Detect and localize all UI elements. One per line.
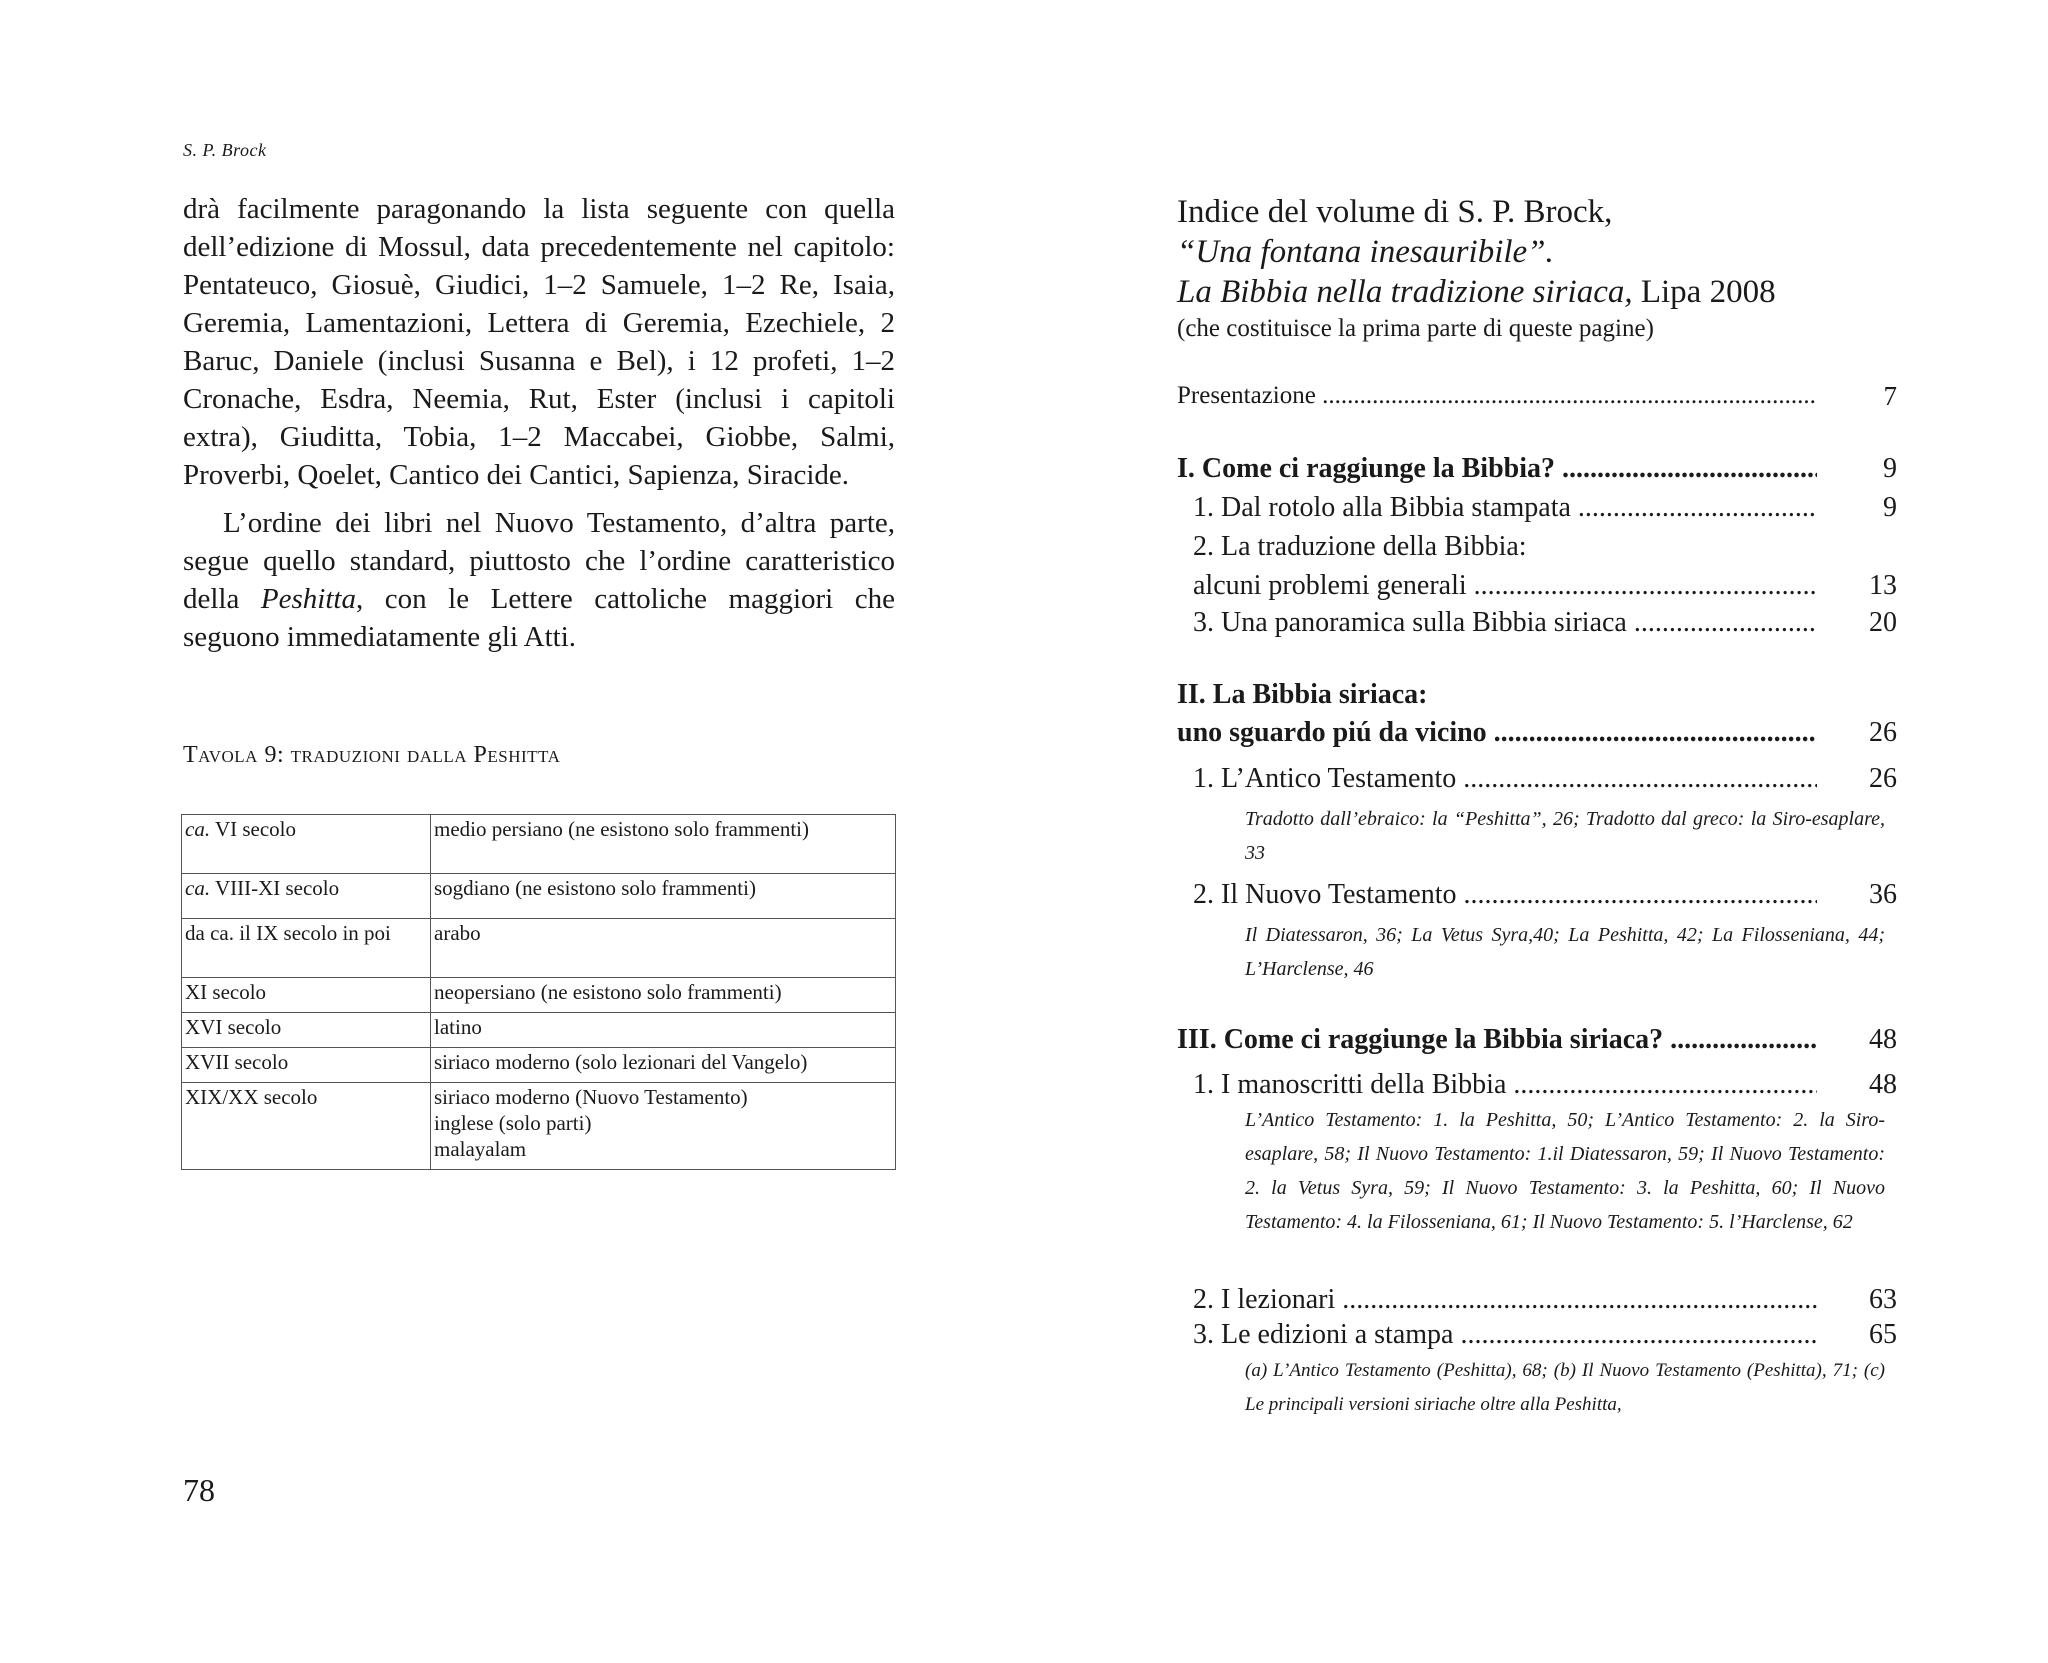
toc-entry-label: II. La Bibbia siriaca: [1177, 679, 1428, 710]
body-text [183, 190, 895, 666]
title-line-3 [1177, 272, 1877, 312]
toc-entry [1177, 876, 1897, 914]
period-prefix: ca. [185, 817, 211, 841]
toc-entry-label: 1. I manoscritti della Bibbia ..... [1193, 1066, 1817, 1104]
language-text: neopersiano (ne esistono solo frammenti) [434, 980, 782, 1004]
toc-entry-label: 1. L’Antico Testamento ..... [1193, 760, 1817, 798]
toc-entry [1177, 528, 1897, 566]
period-text: XVII secolo [185, 1050, 289, 1074]
period-text: VI secolo [210, 817, 297, 841]
paragraph-2 [183, 504, 895, 656]
toc-entry [1177, 489, 1897, 527]
language-text: latino [434, 1015, 482, 1039]
title-line-3-rest: Lipa 2008 [1632, 274, 1776, 310]
toc-entry [1177, 1021, 1897, 1059]
period-prefix: ca. [185, 876, 211, 900]
toc-entry [1177, 1281, 1897, 1319]
toc-entry [1177, 1066, 1897, 1104]
language-cell [431, 1048, 896, 1083]
toc-entry-page: 13 [1869, 570, 1897, 601]
period-cell [182, 919, 431, 978]
period-text: XIX/XX secolo [185, 1085, 318, 1109]
toc-entry-page: 48 [1869, 1024, 1897, 1055]
period-cell [182, 815, 431, 874]
running-head: S. P. Brock [183, 140, 267, 160]
toc-entry-page: 9 [1883, 453, 1897, 484]
paragraph-1: drà facilmente paragonando la lista seguente con quella dell’edizione di Mossul, data precedentemente nel capitolo: Pentateuco, Giosuè, Giudici, 1–2 Samuele, 1–2 Re, Isaia, Geremia, Lamentazioni, Lettera di Geremia, Ezechiele, 2 Baruc, Daniele (inclusi Susanna e Bel), i 12 profeti, 1–2 Cronache, Esdra, Neemia, Rut, Ester (inclusi i capitoli extra), Giuditta, Tobia, 1–2 Maccabei, Giobbe, Salmi, Proverbi, Qoelet, Cantico dei Cantici, Sapienza, Siracide. [183, 193, 895, 491]
toc-subdetail: (a) L’Antico Testamento (Peshitta), 68; (b) Il Nuovo Testamento (Peshitta), 71; (c) Le principali versioni siriache oltre alla Peshitta, [1245, 1360, 1885, 1415]
period-cell [182, 874, 431, 919]
language-text: inglese (solo parti) [434, 1111, 592, 1135]
language-cell [431, 1013, 896, 1048]
page-number: 78 [183, 1472, 215, 1508]
language-cell [431, 874, 896, 919]
paragraph-2-end: , con le Lettere cattoliche maggiori che seguono immediatamente gli Atti. [183, 583, 896, 653]
language-text: malayalam [434, 1137, 527, 1161]
toc-entry-label: 2. I lezionari ..... [1193, 1281, 1817, 1319]
table-row [182, 1083, 896, 1170]
toc-entry-page: 26 [1869, 717, 1897, 748]
toc-entry-page: 20 [1869, 607, 1897, 638]
table-caption: Tavola 9: traduzioni dalla Peshitta [183, 742, 561, 768]
table-row [182, 1013, 896, 1048]
table-row [182, 978, 896, 1013]
language-text: siriaco moderno (solo lezionari del Vangelo) [434, 1050, 808, 1074]
title-line-4: (che costituisce la prima parte di queste pagine) [1177, 315, 1654, 342]
language-cell [431, 919, 896, 978]
toc-entry-label: Presentazione ..... [1177, 377, 1817, 415]
period-cell [182, 978, 431, 1013]
period-cell [182, 1048, 431, 1083]
title-line-3-italic: La Bibbia nella tradizione siriaca, [1177, 274, 1633, 310]
language-text: siriaco moderno (Nuovo Testamento) [434, 1085, 748, 1109]
translations-table [181, 814, 896, 1170]
toc-entry-label: alcuni problemi generali ..... [1193, 567, 1817, 605]
toc-entry-page: 26 [1869, 763, 1897, 794]
toc-entry-page: 63 [1869, 1284, 1897, 1315]
title-line-1: Indice del volume di S. P. Brock, [1177, 194, 1613, 230]
toc-entry-label: 2. La traduzione della Bibbia: [1193, 531, 1527, 562]
language-cell [431, 815, 896, 874]
toc-entry [1177, 604, 1897, 642]
language-text: medio persiano (ne esistono solo frammenti) [434, 817, 809, 841]
period-cell [182, 1083, 431, 1170]
toc-entry-label: 1. Dal rotolo alla Bibbia stampata ..... [1193, 489, 1817, 527]
right-page [1024, 0, 2048, 1663]
language-text: sogdiano (ne esistono solo frammenti) [434, 876, 756, 900]
period-text: XI secolo [185, 980, 267, 1004]
toc-entry [1177, 567, 1897, 605]
toc-entry-page: 65 [1869, 1319, 1897, 1350]
toc-entry-label: uno sguardo piú da vicino ..... [1177, 714, 1817, 752]
peshitta-italic: Peshitta [260, 583, 356, 615]
toc-subdetail: L’Antico Testamento: 1. la Peshitta, 50; L’Antico Testamento: 2. la Siro-esaplare, 58; Il Nuovo Testamento: 1.il Diatessaron, 59; Il Nuovo Testamento: 2. la Vetus Syra, 59; Il Nuovo Testamento: 3. la Peshitta, 60; Il Nuovo Testamento: 4. la Filosseniana, 61; Il Nuovo Testamento: 5. l’Harclense, 62 [1245, 1109, 1885, 1233]
toc-entry-label: 3. Una panoramica sulla Bibbia siriaca ..... [1193, 604, 1817, 642]
paragraph-2-start: L’ordine dei libri nel Nuovo Testamento, d’altra parte, segue quello standard, piuttosto che l’ordine caratteristico della [183, 507, 895, 615]
title-line-2: “Una fontana inesauribile”. [1177, 234, 1554, 270]
period-text: da ca. il IX secolo in poi [185, 921, 391, 945]
toc-entry [1177, 676, 1897, 714]
language-text: arabo [434, 921, 481, 945]
language-cell [431, 1083, 896, 1170]
toc-entry [1177, 714, 1897, 752]
toc-entry [1177, 1316, 1897, 1354]
table-row [182, 1048, 896, 1083]
toc-entry-label: III. Come ci raggiunge la Bibbia siriaca? ..... [1177, 1021, 1817, 1059]
toc-entry-label: 2. Il Nuovo Testamento ..... [1193, 876, 1817, 914]
period-cell [182, 1013, 431, 1048]
table-row [182, 815, 896, 874]
language-cell [431, 978, 896, 1013]
toc-entry-page: 7 [1883, 381, 1897, 411]
toc-entry [1177, 760, 1897, 798]
toc-subdetail: Il Diatessaron, 36; La Vetus Syra,40; La Peshitta, 42; La Filosseniana, 44; L’Harclense, 46 [1245, 924, 1885, 980]
toc-entry [1177, 450, 1897, 488]
toc-entry-page: 48 [1869, 1069, 1897, 1100]
toc-entry-page: 36 [1869, 879, 1897, 910]
period-text: XVI secolo [185, 1015, 282, 1039]
index-title [1177, 192, 1877, 346]
toc-entry-label: I. Come ci raggiunge la Bibbia? ..... [1177, 450, 1817, 488]
table-row [182, 919, 896, 978]
toc-entry-label: 3. Le edizioni a stampa ..... [1193, 1316, 1817, 1354]
table-row [182, 874, 896, 919]
toc-entry [1177, 377, 1897, 415]
toc-entry-page: 9 [1883, 492, 1897, 523]
period-text: VIII-XI secolo [210, 876, 340, 900]
toc-subdetail: Tradotto dall’ebraico: la “Peshitta”, 26; Tradotto dal greco: la Siro-esaplare, 33 [1245, 808, 1885, 864]
